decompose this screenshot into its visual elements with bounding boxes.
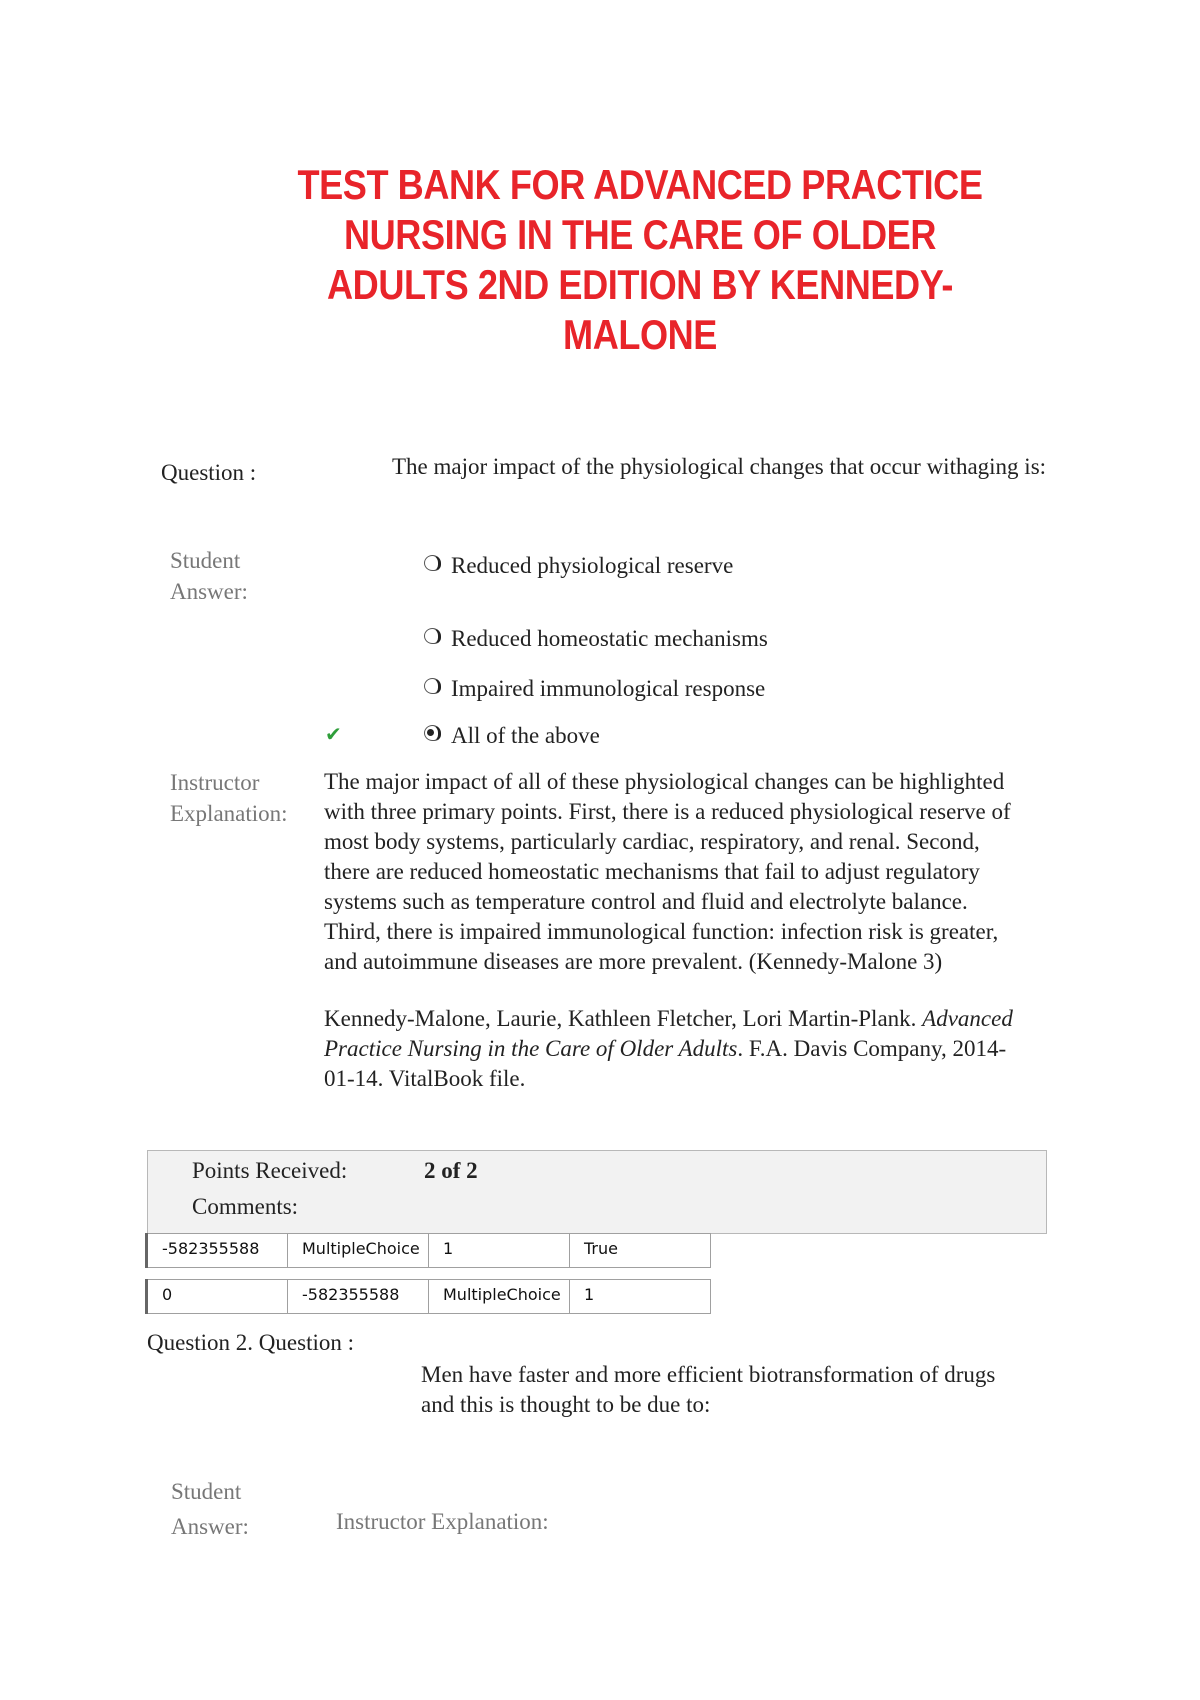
data-grid-row-1 — [145, 1233, 711, 1268]
option-label: Reduced homeostatic mechanisms — [451, 626, 768, 651]
question-2-header: Question 2. Question : — [147, 1330, 354, 1355]
comments-label: Comments: — [192, 1194, 299, 1219]
table-cell: 1 — [570, 1280, 711, 1314]
instructor-explanation-label: Instructor Explanation: — [170, 770, 288, 826]
table-cell: 0 — [147, 1280, 288, 1314]
option-label: All of the above — [451, 723, 600, 748]
table-cell: True — [570, 1234, 711, 1268]
question-text: The major impact of the physiological changes that occur withaging is: — [392, 454, 1047, 479]
title-line: TEST BANK FOR ADVANCED PRACTICE — [297, 161, 983, 208]
q2-instructor-explanation-label: Instructor Explanation: — [336, 1509, 549, 1534]
q2-student-answer-label: Student Answer: — [171, 1479, 249, 1539]
reference-citation: Kennedy-Malone, Laurie, Kathleen Fletcher, Lori Martin-Plank. Advanced Practice Nursing in the Care of Older Adults. F.A. Davis Company, 2014- 01-14. VitalBook file. — [324, 1006, 1013, 1091]
table-cell: -582355588 — [288, 1280, 429, 1314]
points-received-value: 2 of 2 — [424, 1158, 478, 1183]
document-title — [90, 160, 1191, 360]
correct-check-icon: ✔ — [325, 722, 342, 746]
title-line: MALONE — [563, 311, 717, 358]
answer-option-selected[interactable] — [424, 723, 600, 749]
radio-icon[interactable] — [424, 678, 441, 694]
question-2-text: Men have faster and more efficient biotransformation of drugs and this is thought to be due to: — [421, 1362, 996, 1417]
radio-icon[interactable] — [424, 555, 441, 571]
instructor-explanation: The major impact of all of these physiological changes can be highlighted with three primary points. First, there is a reduced physiological reserve of most body systems, particularly cardiac, respiratory, and renal. Second, there are reduced homeostatic mechanisms that fail to adjust regulatory systems such as temperature control and fluid and electrolyte balance. Third, there is impaired immunological function: infection risk is greater, and autoimmune diseases are more prevalent. (Kennedy-Malone 3) — [324, 769, 1011, 974]
table-row — [147, 1234, 711, 1268]
table-cell: MultipleChoice — [288, 1234, 429, 1268]
table-cell: -582355588 — [147, 1234, 288, 1268]
title-line: NURSING IN THE CARE OF OLDER — [343, 211, 936, 258]
option-label: Impaired immunological response — [451, 676, 766, 701]
points-received-label: Points Received: — [192, 1158, 348, 1183]
data-grid-row-2 — [145, 1279, 711, 1314]
table-row — [147, 1280, 711, 1314]
answer-option[interactable] — [424, 626, 768, 652]
answer-option[interactable] — [424, 553, 733, 579]
student-answer-label: Student Answer: — [170, 548, 248, 604]
option-label: Reduced physiological reserve — [451, 553, 734, 578]
table-cell: MultipleChoice — [429, 1280, 570, 1314]
answer-option[interactable] — [424, 676, 765, 702]
question-label: Question : — [161, 460, 257, 485]
radio-selected-icon[interactable] — [424, 725, 441, 741]
radio-icon[interactable] — [424, 628, 441, 644]
table-cell: 1 — [429, 1234, 570, 1268]
title-line: ADULTS 2ND EDITION BY KENNEDY- — [327, 261, 953, 308]
